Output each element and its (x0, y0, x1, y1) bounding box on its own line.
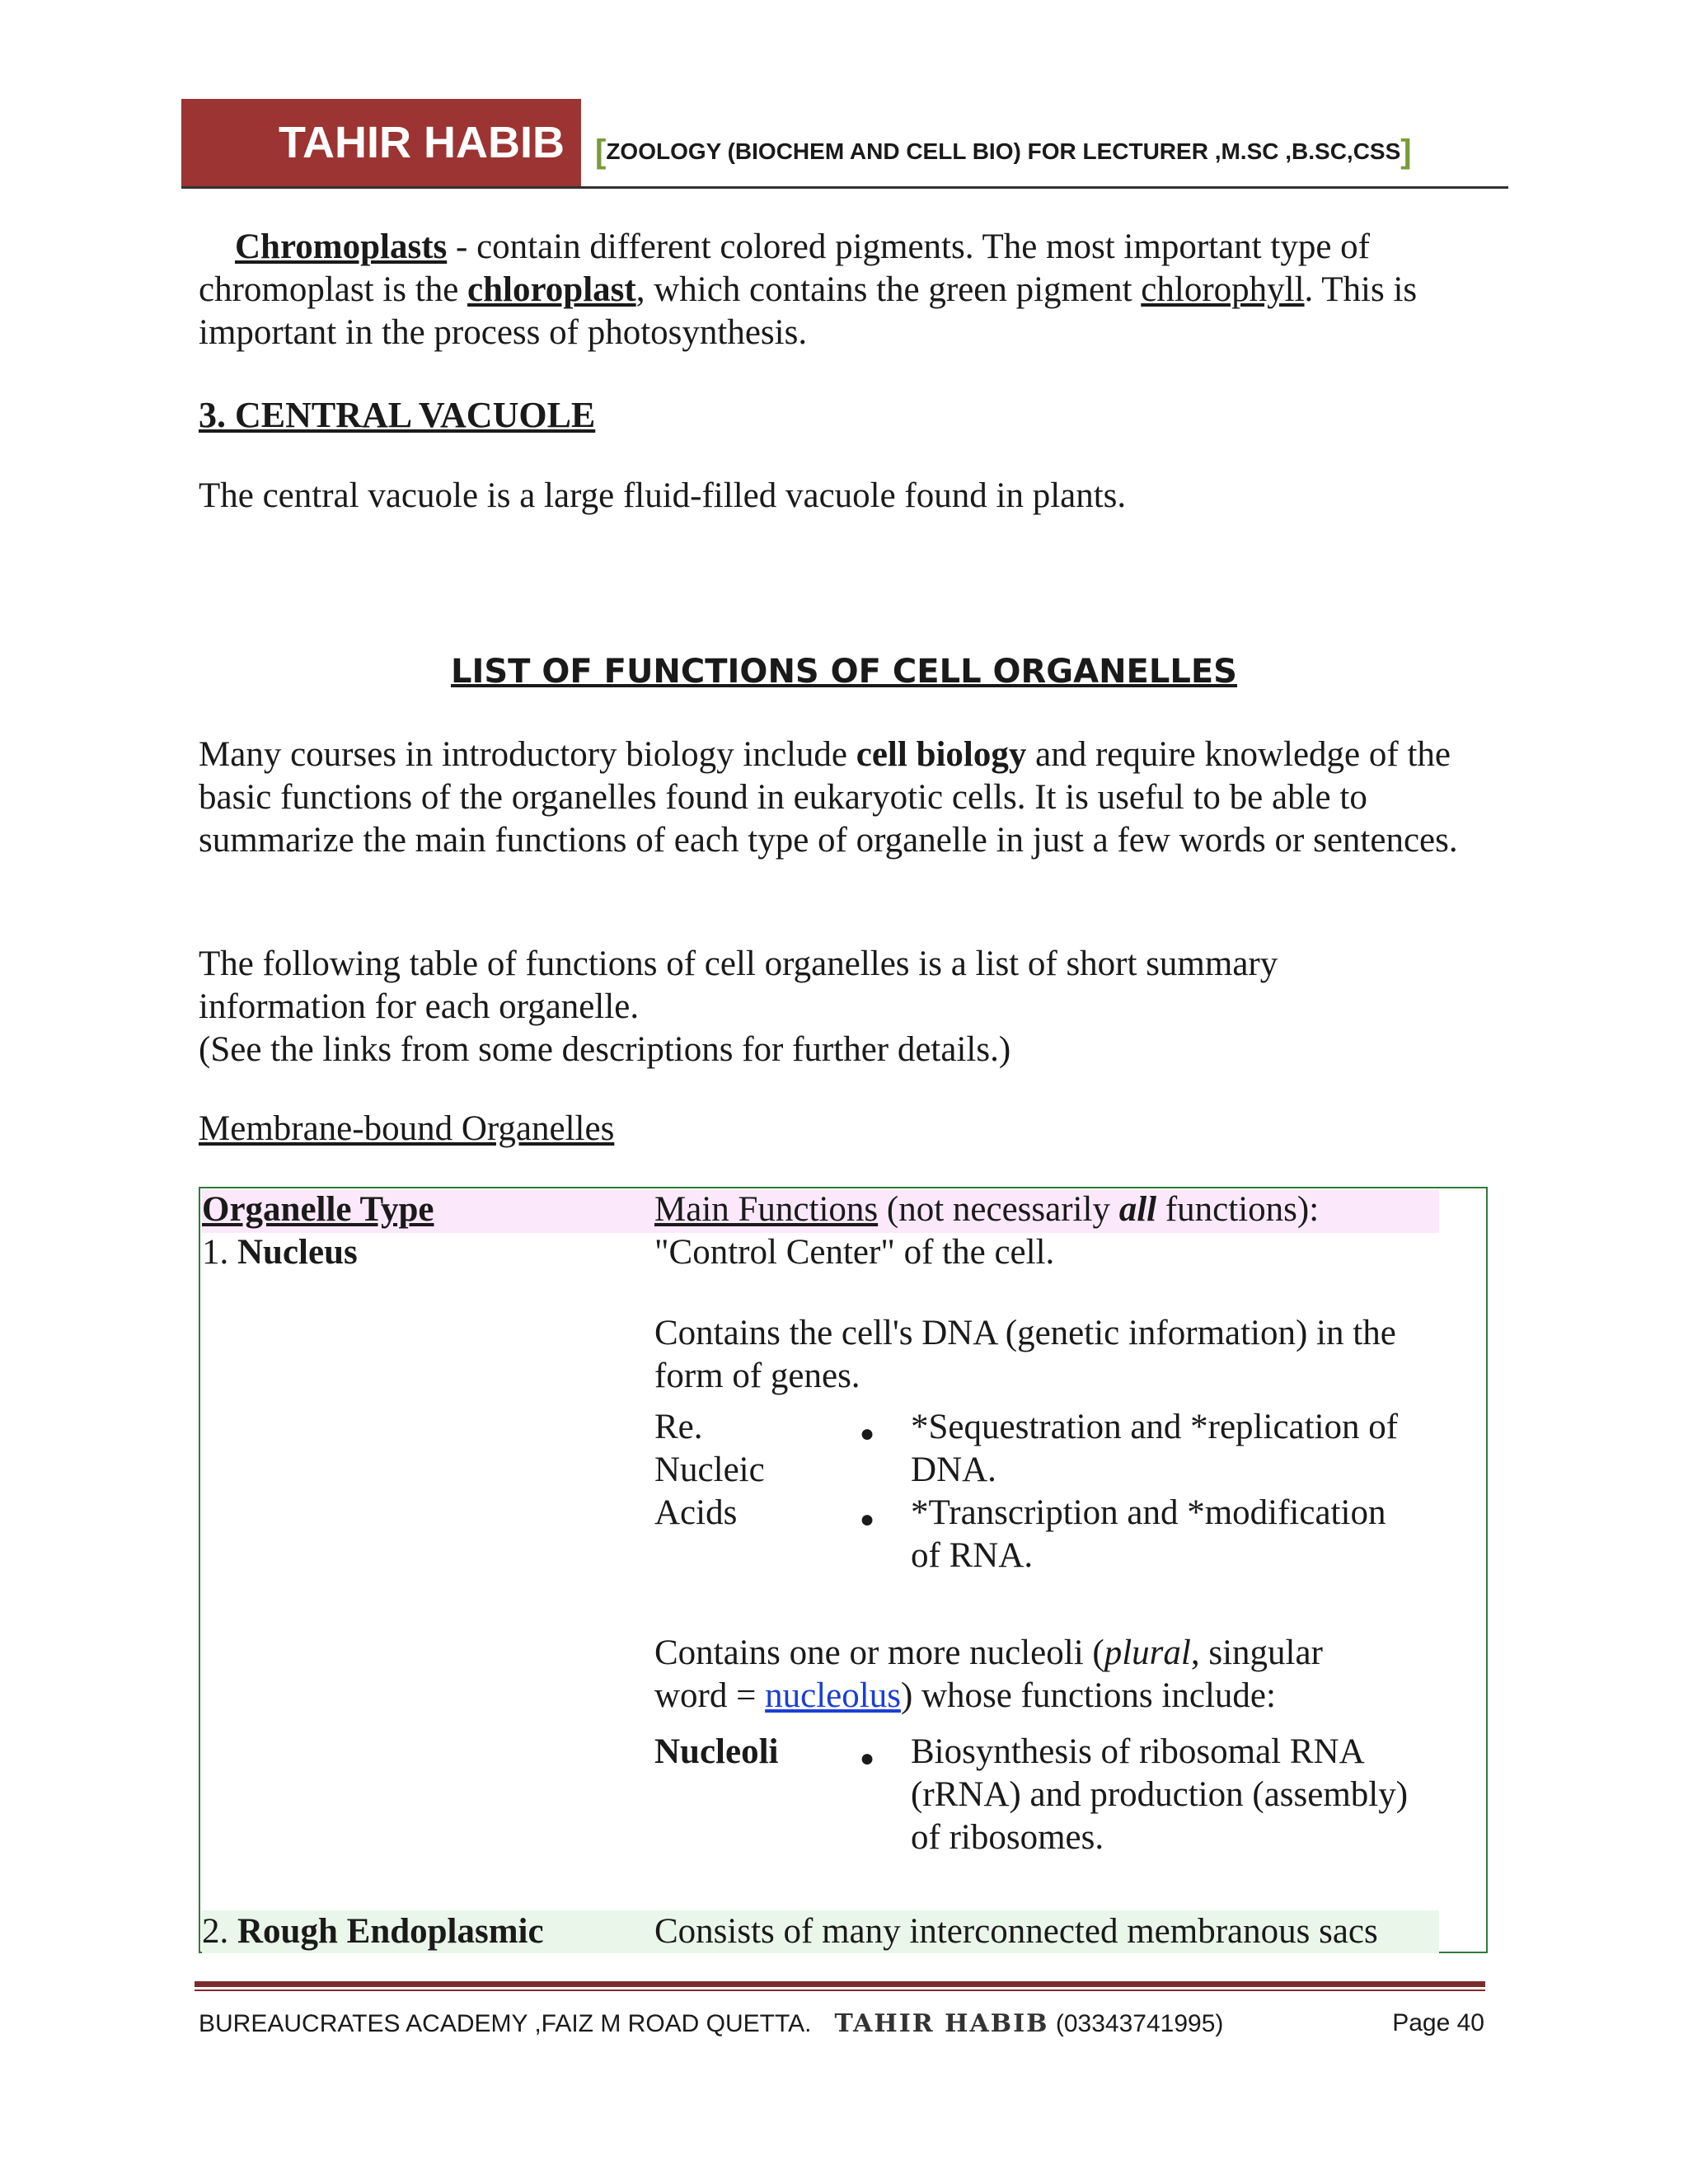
following-line1: The following table of functions of cell organelles is a list of short summary (199, 944, 1278, 983)
header-author: TAHIR HABIB (181, 99, 581, 186)
intro-paragraph (199, 733, 1509, 862)
main-functions-link: Main Functions (654, 1190, 879, 1229)
nucleoli-plural: plural (1104, 1633, 1191, 1672)
nucleoli-line1-b: , singular (1190, 1633, 1323, 1672)
re-label-2: Nucleic (654, 1451, 765, 1489)
nucleoli-bullet-line1: Biosynthesis of ribosomal RNA (911, 1732, 1365, 1771)
bracket-open: [ (595, 134, 607, 170)
following-paragraph (199, 943, 1509, 1071)
nucleoli-bullet-line2: (rRNA) and production (assembly) (911, 1775, 1409, 1814)
re-bullet2-line2: of RNA. (911, 1536, 1034, 1575)
organelle-table (199, 1187, 1488, 1953)
table-header-organelle-type: Organelle Type (202, 1190, 434, 1229)
list-functions-heading: LIST OF FUNCTIONS OF CELL ORGANELLES (450, 653, 1237, 691)
chromoplasts-term: Chromoplasts (235, 227, 448, 266)
membrane-bound-heading: Membrane-bound Organelles (199, 1109, 615, 1148)
nucleoli-line1-a: Contains one or more nucleoli ( (654, 1633, 1104, 1672)
bullet-icon: ● (860, 1745, 875, 1772)
bullet-icon: ● (860, 1506, 875, 1533)
page-number: Page 40 (1392, 2009, 1484, 2036)
page-footer (199, 2009, 1484, 2038)
re-bullet1-line1: *Sequestration and *replication of (911, 1408, 1399, 1446)
chloroplast-term: chloroplast (467, 270, 636, 309)
footer-academy: BUREAUCRATES ACADEMY ,FAIZ M ROAD QUETTA. (199, 2010, 812, 2037)
nucleoli-line2-a: word = (654, 1676, 766, 1715)
header-all: all (1118, 1190, 1157, 1229)
footer-rule-thick (195, 1981, 1485, 1987)
row1-num: 1. (202, 1233, 237, 1272)
following-line3: (See the links from some descriptions for further details.) (199, 1030, 1011, 1069)
nucleus-dna-line1: Contains the cell's DNA (genetic information) in the (654, 1314, 1396, 1352)
table-header-main-functions (654, 1188, 1319, 1231)
nucleolus-link[interactable]: nucleolus (765, 1676, 901, 1715)
table-row-nucleus-label (202, 1231, 358, 1274)
nucleus-control-center: "Control Center" of the cell. (654, 1233, 1055, 1272)
chlorophyll-term: chlorophyll (1141, 270, 1305, 309)
chromoplasts-text1: - contain different colored pigments. The most important type of chromoplast is the (199, 227, 1370, 309)
chromoplasts-text2: , which contains the green pigment (635, 270, 1142, 309)
nucleoli-label: Nucleoli (654, 1732, 779, 1771)
chromoplasts-paragraph (199, 226, 1509, 354)
nucleoli-bullet-line3: of ribosomes. (911, 1818, 1104, 1857)
chromoplasts-text3: . This is important in the process of photosynthesis. (199, 270, 1418, 352)
intro-text2: and require knowledge of the basic functions of the organelles found in eukaryotic cells. It is useful to be able to summarize the main functions of each type of organelle in just a few words or sentences. (199, 735, 1458, 860)
nucleus-dna-line2: form of genes. (654, 1357, 860, 1395)
nucleoli-line2-b: ) whose functions include: (900, 1676, 1276, 1715)
subject-text: ZOOLOGY (BIOCHEM AND CELL BIO) FOR LECTURER ,M.SC ,B.SC,CSS (606, 138, 1401, 164)
central-vacuole-heading: 3. CENTRAL VACUOLE (199, 395, 596, 435)
page-header (181, 99, 1508, 189)
footer-rule-thin (195, 1990, 1485, 1991)
nucleoli-line2 (654, 1675, 1276, 1718)
intro-text1: Many courses in introductory biology include (199, 735, 856, 774)
rough-er-text: Consists of many interconnected membranous sacs (654, 1912, 1378, 1951)
re-bullet2-line1: *Transcription and *modification (911, 1493, 1386, 1532)
header-text-a: (not necessarily (878, 1190, 1119, 1229)
bracket-close: ] (1400, 134, 1412, 170)
table-row-rough-er-label (202, 1910, 544, 1953)
central-vacuole-text: The central vacuole is a large fluid-filled vacuole found in plants. (199, 476, 1127, 515)
row1-name: Nucleus (237, 1233, 358, 1272)
header-text-b: functions): (1156, 1190, 1320, 1229)
nucleoli-line1 (654, 1632, 1323, 1675)
header-subject (595, 134, 1412, 171)
footer-author: TAHIR HABIB (834, 2009, 1049, 2038)
bullet-icon: ● (860, 1420, 875, 1447)
re-label-1: Re. (654, 1408, 703, 1446)
re-bullet1-line2: DNA. (911, 1451, 996, 1489)
re-label-3: Acids (654, 1493, 738, 1532)
cell-biology-term: cell biology (856, 735, 1027, 774)
footer-phone: (03343741995) (1048, 2010, 1224, 2037)
row2-name: Rough Endoplasmic (237, 1912, 544, 1951)
following-line2: information for each organelle. (199, 987, 640, 1026)
row2-num: 2. (202, 1912, 237, 1951)
